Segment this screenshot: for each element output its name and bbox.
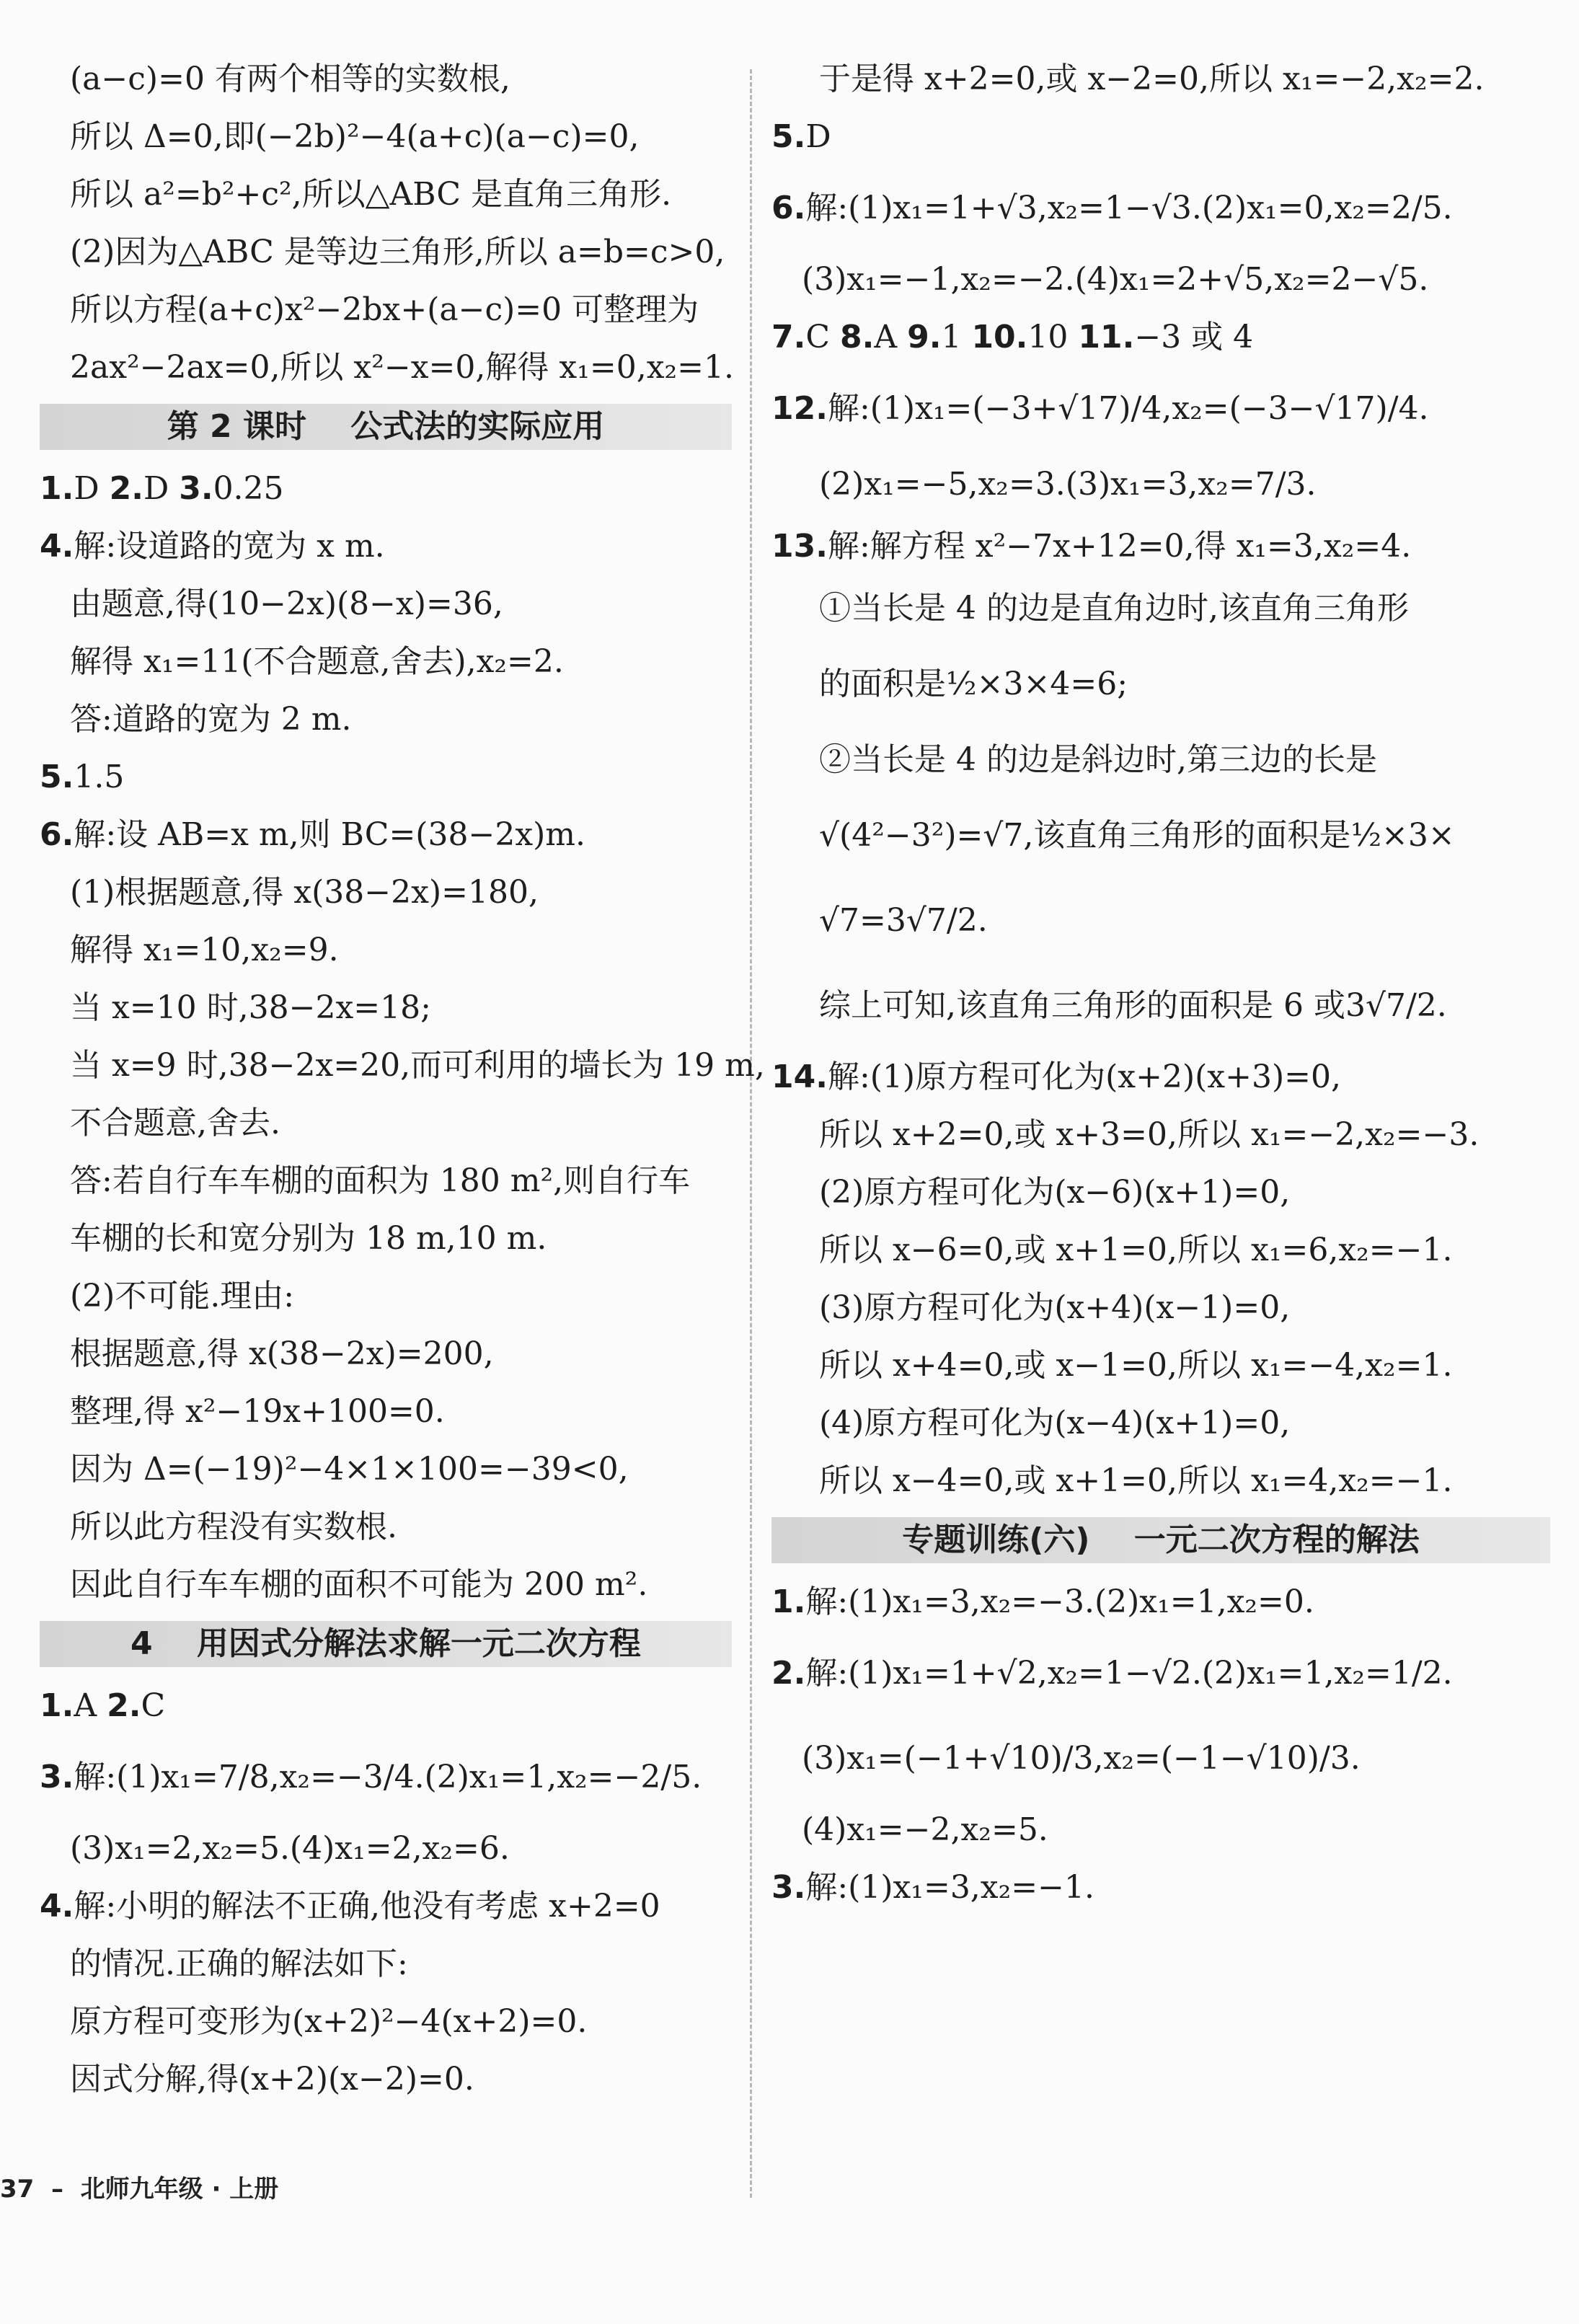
answer-text: C (141, 1687, 166, 1724)
text-line: (4)原方程可化为(x−4)(x+1)=0, (819, 1405, 1291, 1441)
answer-row (40, 1677, 732, 1735)
answer-text: A (874, 319, 908, 355)
text-line: 解得 x₁=11(不合题意,舍去),x₂=2. (70, 643, 564, 680)
text-line: ①当长是 4 的边是直角边时,该直角三角形 (819, 590, 1409, 627)
answer-row (771, 366, 1550, 451)
question-number: 2. (109, 470, 143, 507)
page-footer: 37 – 北师九年级 · 上册 (0, 2175, 279, 2204)
text-line: 整理,得 x²−19x+100=0. (70, 1393, 445, 1430)
answer-text: 解:(1)原方程可化为(x+2)(x+3)=0, (827, 1059, 1341, 1095)
answer-text: 10 (1027, 319, 1079, 355)
text-line: (3)x₁=(−1+√10)/3,x₂=(−1−√10)/3. (802, 1740, 1361, 1777)
answer-row (40, 748, 732, 806)
text-line: 答:道路的宽为 2 m. (70, 701, 352, 738)
text-line: 的情况.正确的解法如下: (70, 1945, 408, 1982)
text-line: ②当长是 4 的边是斜边时,第三边的长是 (819, 741, 1377, 778)
question-number: 14. (771, 1059, 828, 1095)
question-number: 12. (771, 390, 828, 427)
answer-text: D (143, 470, 180, 507)
left-column (40, 50, 765, 2108)
answer-row (771, 1048, 1550, 1106)
text-line: √7=3√7/2. (819, 902, 988, 939)
text-line: 所以此方程没有实数根. (70, 1508, 397, 1545)
text-line: (3)原方程可化为(x+4)(x−1)=0, (819, 1289, 1291, 1326)
text-line: (a−c)=0 有两个相等的实数根, (70, 61, 510, 97)
text-line: (3)x₁=−1,x₂=−2.(4)x₁=2+√5,x₂=2−√5. (802, 261, 1429, 298)
text-line: √(4²−3²)=√7,该直角三角形的面积是½×3× (819, 817, 1455, 854)
question-number: 9. (907, 319, 942, 355)
text-line: 答:若自行车车棚的面积为 180 m²,则自行车 (70, 1162, 691, 1199)
answer-row (40, 518, 732, 575)
question-number: 5. (771, 118, 806, 155)
answer-row (40, 806, 732, 864)
text-line: 的面积是½×3×4=6; (819, 666, 1128, 702)
question-number: 10. (971, 319, 1028, 355)
text-line: 2ax²−2ax=0,所以 x²−x=0,解得 x₁=0,x₂=1. (70, 349, 734, 386)
text-line: 根据题意,得 x(38−2x)=200, (70, 1335, 494, 1372)
text-line: 所以 x+4=0,或 x−1=0,所以 x₁=−4,x₂=1. (819, 1347, 1453, 1384)
text-line: (2)原方程可化为(x−6)(x+1)=0, (819, 1174, 1291, 1211)
question-number: 6. (771, 190, 806, 226)
question-number: 11. (1078, 319, 1135, 355)
text-line: (2)x₁=−5,x₂=3.(3)x₁=3,x₂=7/3. (819, 466, 1317, 503)
text-line: 所以 x−4=0,或 x+1=0,所以 x₁=4,x₂=−1. (819, 1462, 1453, 1499)
text-line: 车棚的长和宽分别为 18 m,10 m. (70, 1220, 547, 1257)
section-heading: 专题训练(六) 一元二次方程的解法 (771, 1517, 1550, 1563)
question-number: 2. (771, 1655, 806, 1692)
answer-text: 解:(1)x₁=7/8,x₂=−3/4.(2)x₁=1,x₂=−2/5. (74, 1759, 702, 1795)
answer-row (40, 1878, 732, 1935)
text-line: (3)x₁=2,x₂=5.(4)x₁=2,x₂=6. (70, 1830, 510, 1867)
question-number: 3. (771, 1869, 806, 1906)
answer-text: 解:小明的解法不正确,他没有考虑 x+2=0 (74, 1888, 660, 1925)
answer-text: 解:设道路的宽为 x m. (74, 528, 385, 565)
text-line: 解得 x₁=10,x₂=9. (70, 932, 339, 968)
answer-row (771, 1573, 1550, 1631)
answer-text: 0.25 (213, 470, 284, 507)
answer-text: 解:(1)x₁=(−3+√17)/4,x₂=(−3−√17)/4. (827, 390, 1429, 427)
answer-row (771, 108, 1550, 166)
right-column (771, 50, 1550, 1917)
question-number: 8. (840, 319, 875, 355)
column-divider (750, 69, 752, 2198)
text-line: 当 x=10 时,38−2x=18; (70, 989, 431, 1026)
answer-text: 解:(1)x₁=1+√2,x₂=1−√2.(2)x₁=1,x₂=1/2. (805, 1655, 1453, 1692)
question-number: 6. (40, 816, 74, 853)
answer-row (771, 518, 1550, 575)
answer-row (771, 309, 1550, 366)
text-line: 当 x=9 时,38−2x=20,而可利用的墙长为 19 m, (70, 1047, 765, 1084)
text-line: (2)不可能.理由: (70, 1278, 295, 1315)
text-line: 综上可知,该直角三角形的面积是 6 或3√7/2. (819, 987, 1447, 1024)
answer-text: 解:解方程 x²−7x+12=0,得 x₁=3,x₂=4. (827, 528, 1412, 565)
text-line: 所以 a²=b²+c²,所以△ABC 是直角三角形. (70, 176, 672, 213)
section-heading: 第 2 课时 公式法的实际应用 (40, 404, 732, 450)
answer-text: 解:设 AB=x m,则 BC=(38−2x)m. (74, 816, 586, 853)
text-line: 于是得 x+2=0,或 x−2=0,所以 x₁=−2,x₂=2. (819, 61, 1485, 97)
answer-text: 1.5 (74, 759, 125, 795)
text-line: 由题意,得(10−2x)(8−x)=36, (70, 586, 503, 622)
answer-text: D (805, 118, 831, 155)
text-line: (2)因为△ABC 是等边三角形,所以 a=b=c>0, (70, 234, 725, 270)
answer-text: 解:(1)x₁=1+√3,x₂=1−√3.(2)x₁=0,x₂=2/5. (805, 190, 1453, 226)
question-number: 5. (40, 759, 74, 795)
text-line: 因为 Δ=(−19)²−4×1×100=−39<0, (70, 1451, 629, 1488)
text-line: 原方程可变形为(x+2)²−4(x+2)=0. (70, 2003, 588, 2040)
question-number: 7. (771, 319, 806, 355)
answer-text: A (74, 1687, 107, 1724)
answer-row (40, 1735, 732, 1820)
text-line: 所以 x+2=0,或 x+3=0,所以 x₁=−2,x₂=−3. (819, 1116, 1480, 1153)
answer-text: 解:(1)x₁=3,x₂=−1. (805, 1869, 1094, 1906)
question-number: 2. (107, 1687, 141, 1724)
text-line: 所以 x−6=0,或 x+1=0,所以 x₁=6,x₂=−1. (819, 1232, 1453, 1268)
answer-text: 1 (941, 319, 972, 355)
question-number: 1. (40, 470, 74, 507)
question-number: 1. (771, 1583, 806, 1620)
text-line: 所以 Δ=0,即(−2b)²−4(a+c)(a−c)=0, (70, 118, 640, 155)
text-line: 因此自行车车棚的面积不可能为 200 m². (70, 1566, 648, 1603)
question-number: 3. (40, 1759, 74, 1795)
text-line: (1)根据题意,得 x(38−2x)=180, (70, 874, 539, 911)
text-line: (4)x₁=−2,x₂=5. (802, 1811, 1048, 1848)
answer-text: −3 或 4 (1134, 319, 1254, 355)
answer-row (40, 460, 732, 518)
question-number: 13. (771, 528, 828, 565)
question-number: 4. (40, 528, 74, 565)
text-line: 因式分解,得(x+2)(x−2)=0. (70, 2061, 474, 2098)
answer-text: 解:(1)x₁=3,x₂=−3.(2)x₁=1,x₂=0. (805, 1583, 1314, 1620)
text-line: 所以方程(a+c)x²−2bx+(a−c)=0 可整理为 (70, 291, 699, 328)
question-number: 1. (40, 1687, 74, 1724)
answer-text: D (74, 470, 110, 507)
question-number: 4. (40, 1888, 74, 1925)
answer-text: C (805, 319, 840, 355)
question-number: 3. (179, 470, 213, 507)
answer-row (771, 1631, 1550, 1716)
section-heading: 4 用因式分解法求解一元二次方程 (40, 1621, 732, 1667)
answer-row (771, 1859, 1550, 1917)
text-line: 不合题意,舍去. (70, 1105, 280, 1141)
answer-row (771, 166, 1550, 251)
